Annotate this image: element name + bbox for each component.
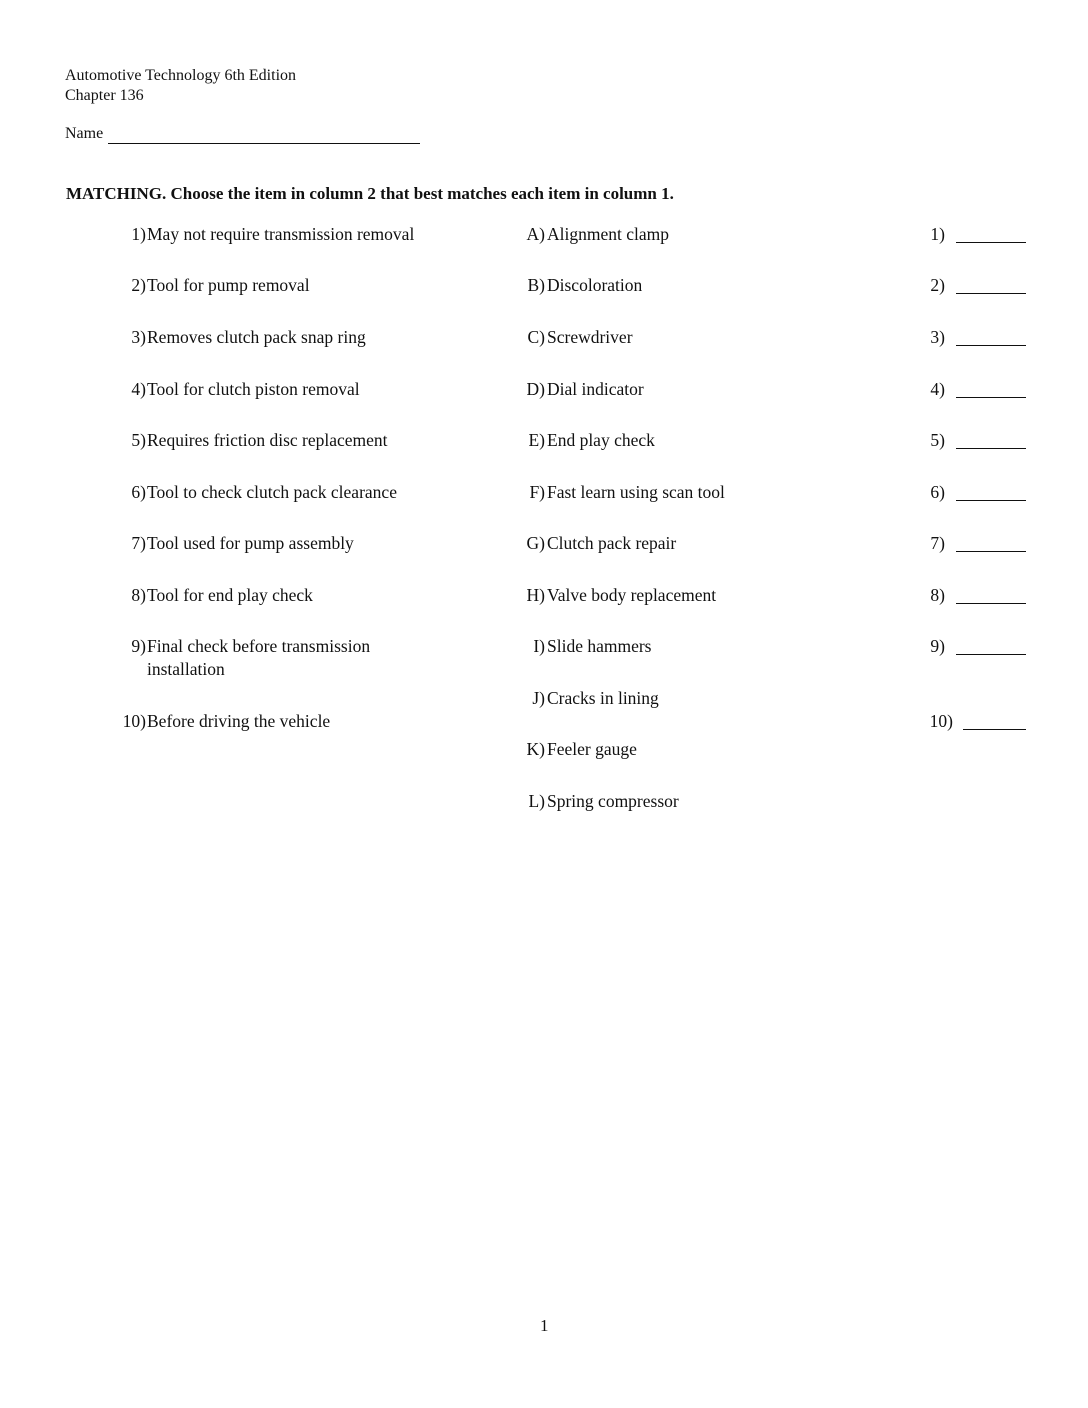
- answer-blank[interactable]: [956, 551, 1026, 552]
- option-letter: E): [528, 430, 545, 450]
- answer-blank[interactable]: [956, 345, 1026, 346]
- option-letter: K): [526, 739, 545, 759]
- option-letter: H): [526, 585, 545, 605]
- option-letter: B): [527, 275, 545, 295]
- answer-number: 6): [930, 482, 945, 502]
- item-number: 5): [131, 430, 146, 450]
- answer-blank[interactable]: [956, 293, 1026, 294]
- option-text: Spring compressor: [547, 791, 679, 811]
- option-letter: D): [526, 379, 545, 399]
- answer-number: 4): [930, 379, 945, 399]
- item-text: Tool for clutch piston removal: [147, 379, 360, 399]
- answer-number: 3): [930, 327, 945, 347]
- answer-blank[interactable]: [956, 603, 1026, 604]
- answer-blank[interactable]: [956, 242, 1026, 243]
- name-field[interactable]: [108, 143, 420, 144]
- answer-blank[interactable]: [956, 448, 1026, 449]
- option-text: Slide hammers: [547, 636, 652, 656]
- instructions-heading: MATCHING. Choose the item in column 2 that best matches each item in column 1.: [66, 184, 674, 203]
- option-text: Alignment clamp: [547, 224, 669, 244]
- option-text: Feeler gauge: [547, 739, 637, 759]
- item-number: 4): [131, 379, 146, 399]
- answer-number: 9): [930, 636, 945, 656]
- item-text: Requires friction disc replacement: [147, 430, 388, 450]
- option-letter: C): [527, 327, 545, 347]
- option-text: Clutch pack repair: [547, 533, 677, 553]
- option-letter: G): [526, 533, 545, 553]
- answer-number: 7): [930, 533, 945, 553]
- answer-number: 5): [930, 430, 945, 450]
- item-text: Before driving the vehicle: [147, 711, 331, 731]
- answer-number: 8): [930, 585, 945, 605]
- answer-number: 2): [930, 275, 945, 295]
- option-text: Valve body replacement: [547, 585, 717, 605]
- item-number: 9): [131, 636, 146, 656]
- answer-blank[interactable]: [956, 654, 1026, 655]
- item-text: Tool used for pump assembly: [147, 533, 354, 553]
- option-letter: J): [532, 688, 545, 708]
- answer-number: 1): [930, 224, 945, 244]
- item-number: 3): [131, 327, 146, 347]
- item-text: May not require transmission removal: [147, 224, 415, 244]
- item-text: Removes clutch pack snap ring: [147, 327, 366, 347]
- item-text: Tool to check clutch pack clearance: [147, 482, 397, 502]
- item-number: 6): [131, 482, 146, 502]
- option-text: Dial indicator: [547, 379, 644, 399]
- answer-blank[interactable]: [956, 500, 1026, 501]
- item-number: 10): [122, 711, 146, 731]
- option-text: End play check: [547, 430, 655, 450]
- option-text: Discoloration: [547, 275, 643, 295]
- answer-blank[interactable]: [956, 397, 1026, 398]
- name-label: Name: [65, 125, 104, 142]
- answer-blank[interactable]: [963, 729, 1026, 730]
- option-text: Screwdriver: [547, 327, 633, 347]
- page-number: 1: [540, 1316, 549, 1335]
- option-text: Fast learn using scan tool: [547, 482, 725, 502]
- item-number: 8): [131, 585, 146, 605]
- option-text: Cracks in lining: [547, 688, 659, 708]
- option-letter: L): [528, 791, 545, 811]
- item-number: 2): [131, 275, 146, 295]
- item-text: Tool for pump removal: [147, 275, 310, 295]
- item-text: Final check before transmission installation: [147, 636, 371, 679]
- option-letter: A): [526, 224, 545, 244]
- option-letter: F): [529, 482, 545, 502]
- item-text: Tool for end play check: [147, 585, 313, 605]
- book-title: Automotive Technology 6th Edition: [65, 67, 297, 84]
- answer-number: 10): [929, 711, 953, 731]
- chapter-title: Chapter 136: [65, 87, 144, 104]
- option-letter: I): [533, 636, 545, 656]
- item-number: 7): [131, 533, 146, 553]
- item-number: 1): [131, 224, 146, 244]
